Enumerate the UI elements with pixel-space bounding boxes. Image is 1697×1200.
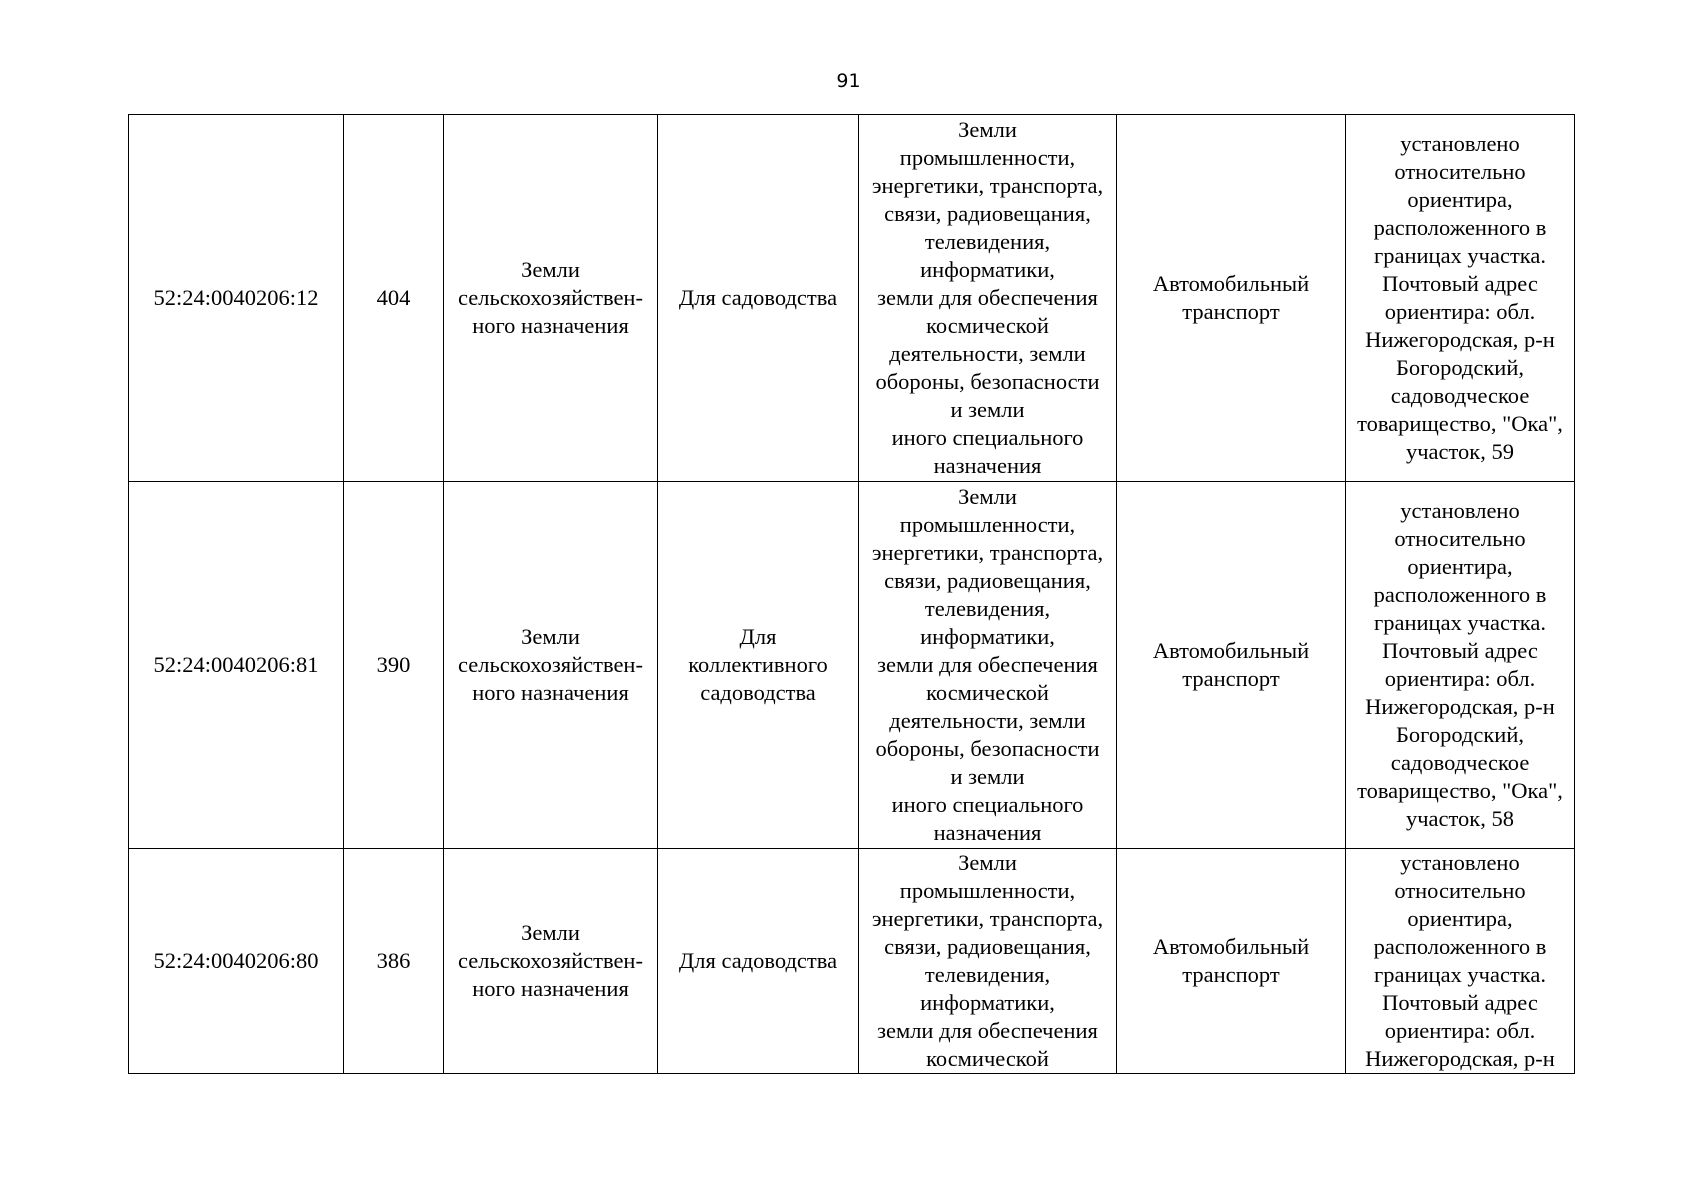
cadastral-number-cell: 52:24:0040206:80 — [129, 849, 344, 1074]
table-row — [129, 115, 1575, 482]
adjacent-lands-cell: Земли промышленности, энергетики, транспорта, связи, радиовещания, телевидения, информатики, земли для обеспечения космической деятельности, земли обороны, безопасности и земли иного специального назначения — [859, 482, 1117, 849]
transport-cell: Автомобильный транспорт — [1117, 115, 1346, 482]
adjacent-lands-cell: Земли промышленности, энергетики, транспорта, связи, радиовещания, телевидения, информатики, земли для обеспечения космической — [859, 849, 1117, 1074]
adjacent-lands-cell: Земли промышленности, энергетики, транспорта, связи, радиовещания, телевидения, информатики, земли для обеспечения космической деятельности, земли обороны, безопасности и земли иного специального назначения — [859, 115, 1117, 482]
page-number: 91 — [836, 70, 861, 92]
permitted-use-cell: Для садоводства — [658, 115, 859, 482]
transport-cell: Автомобильный транспорт — [1117, 849, 1346, 1074]
address-cell: установлено относительно ориентира, расположенного в границах участка. Почтовый адрес ориентира: обл. Нижегородская, р-н Богородский, садоводческое товарищество, "Ока", участок, 59 — [1346, 115, 1575, 482]
cadastral-number-cell: 52:24:0040206:12 — [129, 115, 344, 482]
address-cell: установлено относительно ориентира, расположенного в границах участка. Почтовый адрес ориентира: обл. Нижегородская, р-н Богородский, садоводческое товарищество, "Ока", участок, 58 — [1346, 482, 1575, 849]
cadastral-number-cell: 52:24:0040206:81 — [129, 482, 344, 849]
permitted-use-cell: Для коллективного садоводства — [658, 482, 859, 849]
land-category-cell: Земли сельскохозяйствен- ного назначения — [444, 849, 658, 1074]
area-cell: 386 — [344, 849, 444, 1074]
land-plots-table — [128, 114, 1575, 1074]
area-cell: 404 — [344, 115, 444, 482]
area-cell: 390 — [344, 482, 444, 849]
transport-cell: Автомобильный транспорт — [1117, 482, 1346, 849]
land-category-cell: Земли сельскохозяйствен- ного назначения — [444, 482, 658, 849]
table-row — [129, 849, 1575, 1074]
table-row — [129, 482, 1575, 849]
address-cell: установлено относительно ориентира, расположенного в границах участка. Почтовый адрес ориентира: обл. Нижегородская, р-н — [1346, 849, 1575, 1074]
permitted-use-cell: Для садоводства — [658, 849, 859, 1074]
land-category-cell: Земли сельскохозяйствен- ного назначения — [444, 115, 658, 482]
